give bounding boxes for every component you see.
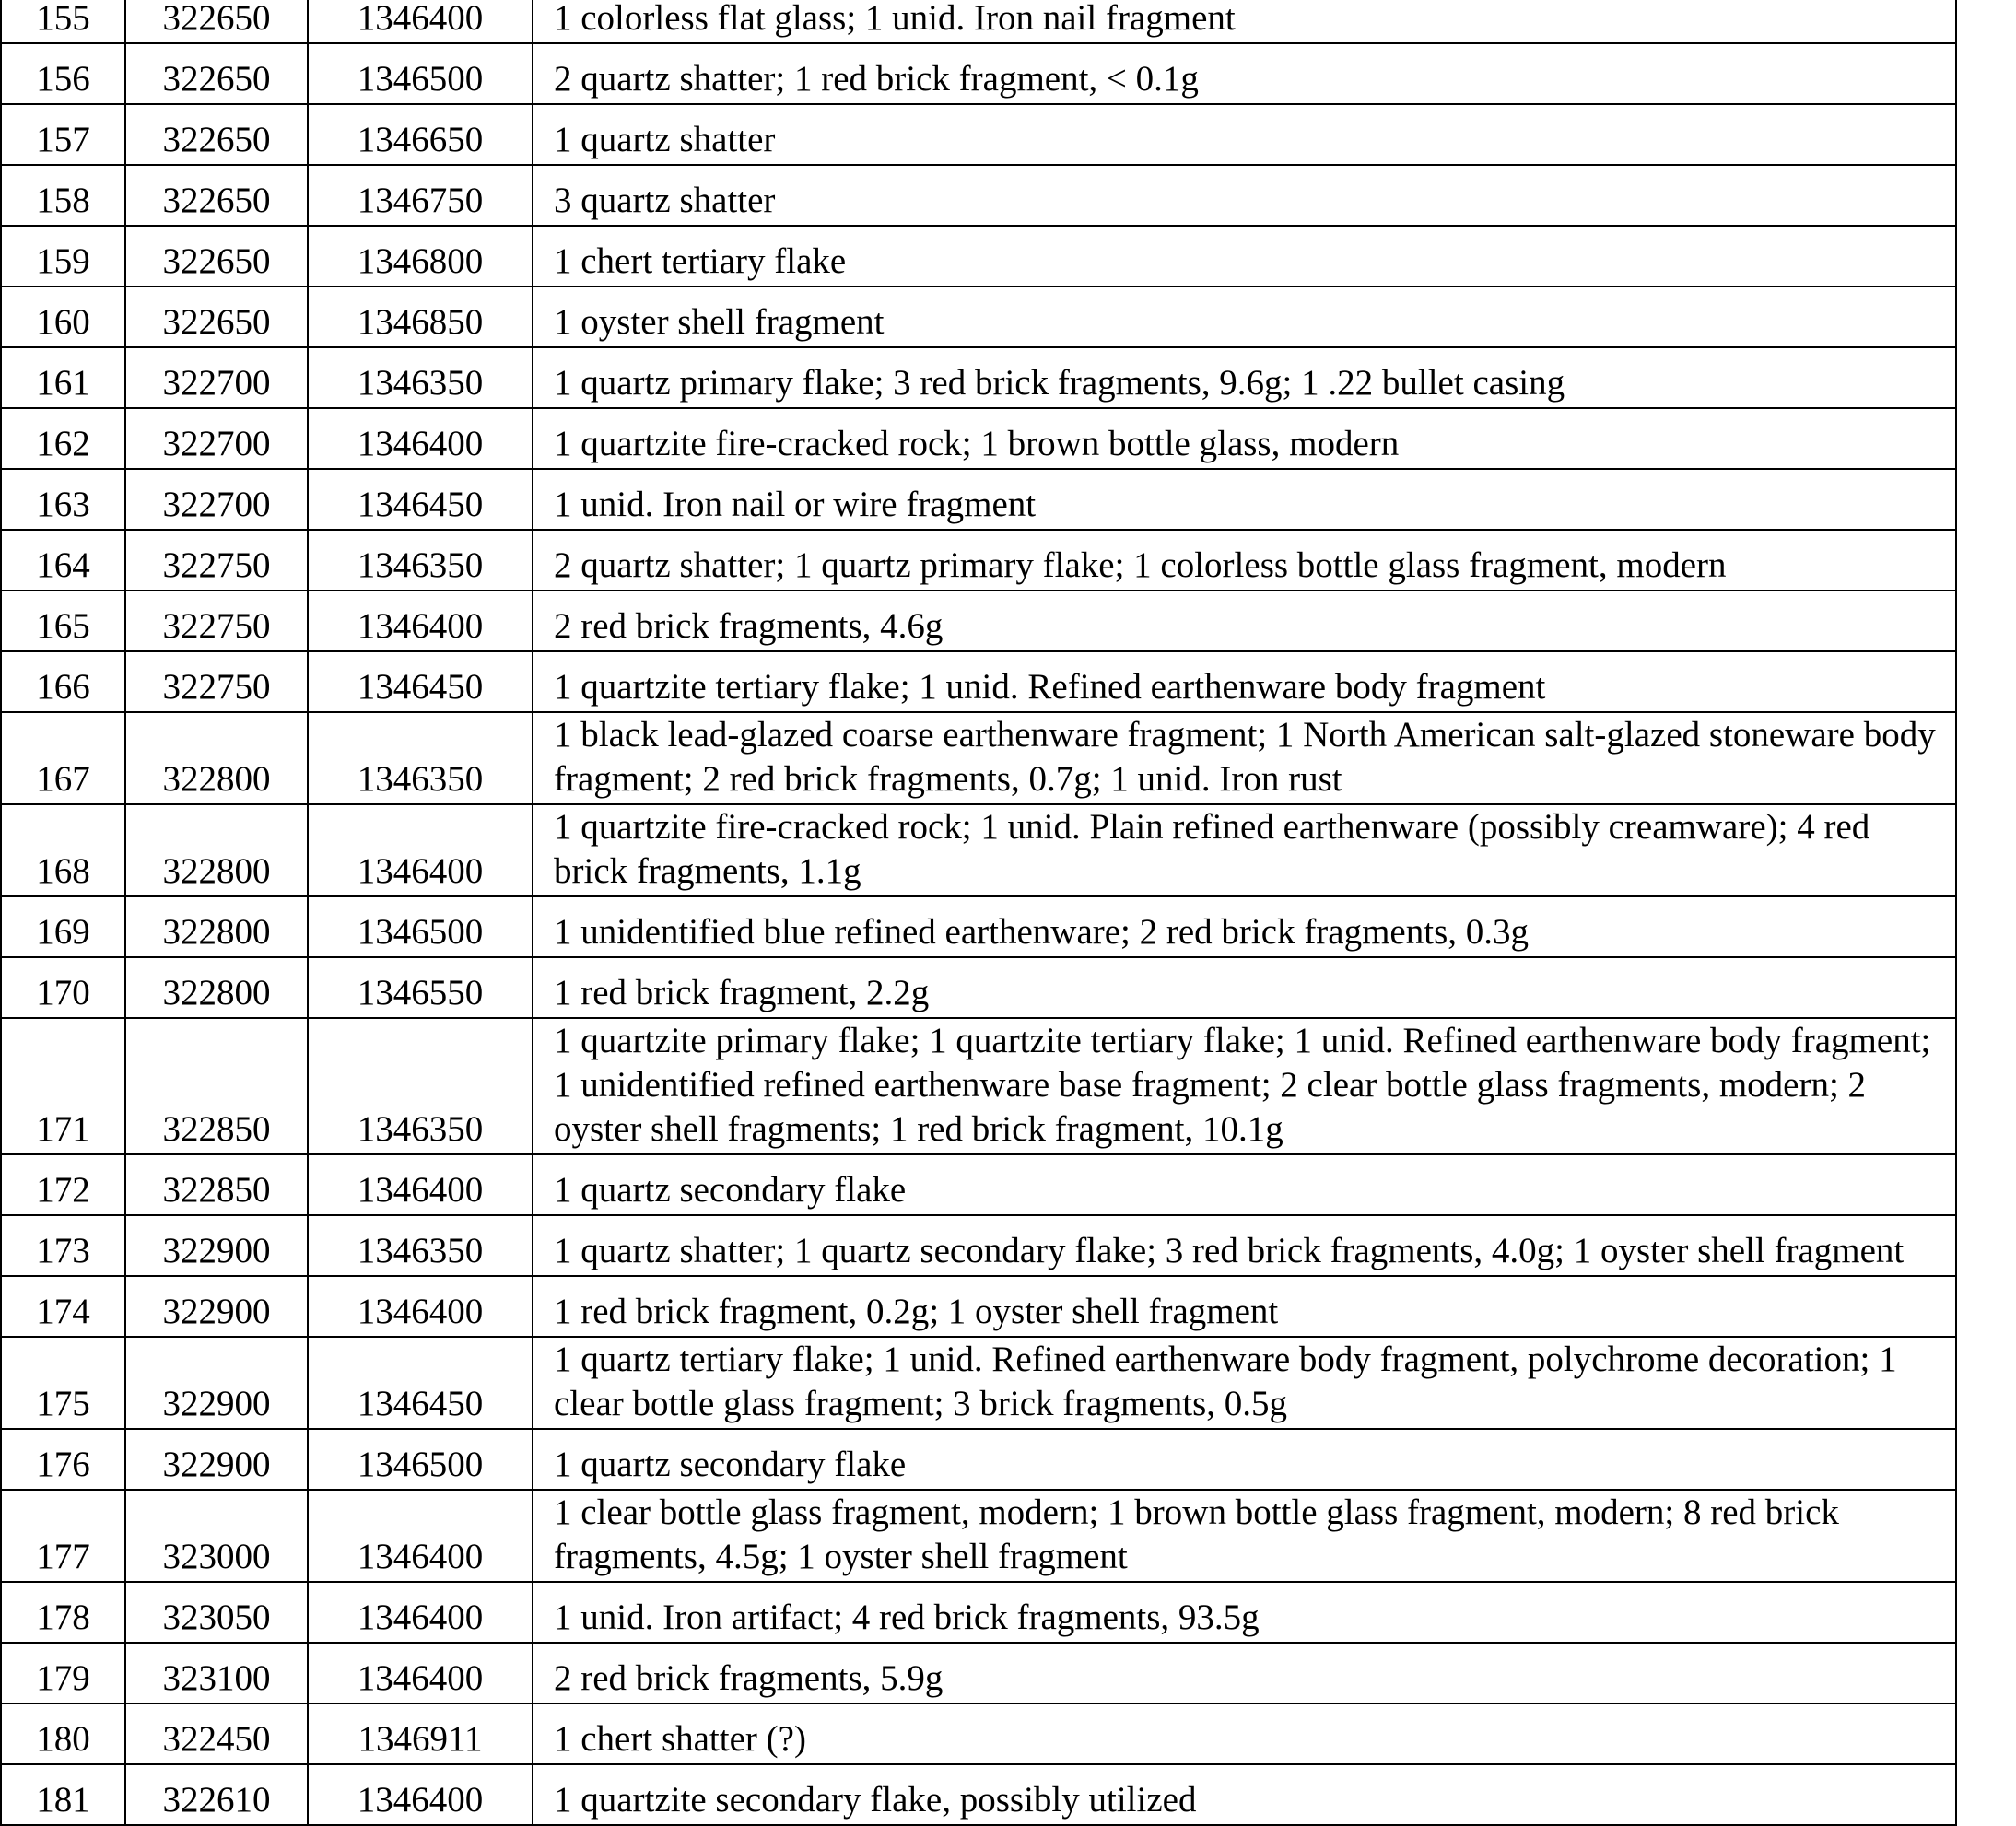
cell-id: 163	[1, 469, 125, 530]
table-row	[1, 896, 1956, 957]
cell-description: 2 red brick fragments, 5.9g	[533, 1643, 1956, 1703]
cell-id: 178	[1, 1582, 125, 1643]
table-row	[1, 651, 1956, 712]
cell-id: 162	[1, 408, 125, 469]
cell-description: 2 quartz shatter; 1 quartz primary flake; 1 colorless bottle glass fragment, modern	[533, 530, 1956, 591]
cell-id: 181	[1, 1764, 125, 1825]
cell-easting: 322850	[125, 1154, 308, 1215]
artifact-table-body	[1, 0, 1956, 1825]
cell-northing: 1346400	[308, 1154, 533, 1215]
cell-id: 164	[1, 530, 125, 591]
cell-description: 1 quartz shatter; 1 quartz secondary flake; 3 red brick fragments, 4.0g; 1 oyster shell fragment	[533, 1215, 1956, 1276]
cell-id: 174	[1, 1276, 125, 1337]
cell-description: 1 oyster shell fragment	[533, 287, 1956, 347]
cell-id: 160	[1, 287, 125, 347]
cell-northing: 1346450	[308, 469, 533, 530]
cell-easting: 322750	[125, 591, 308, 651]
cell-northing: 1346350	[308, 530, 533, 591]
cell-easting: 323100	[125, 1643, 308, 1703]
cell-id: 156	[1, 43, 125, 104]
cell-id: 158	[1, 165, 125, 226]
cell-northing: 1346450	[308, 1337, 533, 1429]
cell-easting: 322700	[125, 347, 308, 408]
cell-description: 1 unidentified blue refined earthenware; 2 red brick fragments, 0.3g	[533, 896, 1956, 957]
table-row	[1, 1018, 1956, 1154]
table-row	[1, 530, 1956, 591]
cell-description: 1 quartz tertiary flake; 1 unid. Refined earthenware body fragment, polychrome decoration; 1 clear bottle glass fragment; 3 brick fragments, 0.5g	[533, 1337, 1956, 1429]
cell-easting: 322650	[125, 226, 308, 287]
table-row	[1, 712, 1956, 804]
cell-id: 176	[1, 1429, 125, 1490]
table-row	[1, 408, 1956, 469]
cell-northing: 1346400	[308, 804, 533, 896]
cell-easting: 322650	[125, 104, 308, 165]
cell-easting: 322800	[125, 957, 308, 1018]
cell-easting: 322900	[125, 1215, 308, 1276]
cell-description: 1 quartzite secondary flake, possibly utilized	[533, 1764, 1956, 1825]
table-row	[1, 957, 1956, 1018]
cell-id: 169	[1, 896, 125, 957]
cell-id: 170	[1, 957, 125, 1018]
cell-description: 1 black lead-glazed coarse earthenware fragment; 1 North American salt-glazed stoneware body fragment; 2 red brick fragments, 0.7g; 1 unid. Iron rust	[533, 712, 1956, 804]
cell-northing: 1346400	[308, 591, 533, 651]
cell-northing: 1346800	[308, 226, 533, 287]
cell-easting: 323000	[125, 1490, 308, 1582]
table-row	[1, 287, 1956, 347]
cell-description: 1 quartzite fire-cracked rock; 1 brown bottle glass, modern	[533, 408, 1956, 469]
table-row	[1, 1764, 1956, 1825]
cell-description: 2 red brick fragments, 4.6g	[533, 591, 1956, 651]
cell-description: 1 unid. Iron nail or wire fragment	[533, 469, 1956, 530]
cell-northing: 1346911	[308, 1703, 533, 1764]
cell-easting: 322650	[125, 287, 308, 347]
cell-id: 157	[1, 104, 125, 165]
cell-description: 1 quartzite primary flake; 1 quartzite tertiary flake; 1 unid. Refined earthenware body fragment; 1 unidentified refined earthenware base fragment; 2 clear bottle glass fragments, modern; 2 oyster shell fragments; 1 red brick fragment, 10.1g	[533, 1018, 1956, 1154]
cell-easting: 322800	[125, 712, 308, 804]
cell-northing: 1346400	[308, 0, 533, 43]
cell-description: 1 quartzite tertiary flake; 1 unid. Refined earthenware body fragment	[533, 651, 1956, 712]
cell-northing: 1346550	[308, 957, 533, 1018]
cell-description: 1 clear bottle glass fragment, modern; 1 brown bottle glass fragment, modern; 8 red brick fragments, 4.5g; 1 oyster shell fragment	[533, 1490, 1956, 1582]
cell-description: 1 quartz shatter	[533, 104, 1956, 165]
cell-easting: 322900	[125, 1276, 308, 1337]
table-row	[1, 1582, 1956, 1643]
cell-northing: 1346400	[308, 1582, 533, 1643]
cell-northing: 1346400	[308, 1276, 533, 1337]
cell-easting: 322610	[125, 1764, 308, 1825]
cell-id: 171	[1, 1018, 125, 1154]
cell-description: 2 quartz shatter; 1 red brick fragment, < 0.1g	[533, 43, 1956, 104]
cell-northing: 1346350	[308, 1215, 533, 1276]
cell-description: 1 red brick fragment, 2.2g	[533, 957, 1956, 1018]
cell-description: 1 unid. Iron artifact; 4 red brick fragments, 93.5g	[533, 1582, 1956, 1643]
cell-northing: 1346400	[308, 1764, 533, 1825]
cell-easting: 322750	[125, 530, 308, 591]
cell-easting: 322900	[125, 1337, 308, 1429]
cell-id: 167	[1, 712, 125, 804]
cell-easting: 322800	[125, 804, 308, 896]
cell-id: 165	[1, 591, 125, 651]
cell-description: 1 chert shatter (?)	[533, 1703, 1956, 1764]
table-row	[1, 165, 1956, 226]
table-row	[1, 226, 1956, 287]
cell-northing: 1346650	[308, 104, 533, 165]
cell-id: 173	[1, 1215, 125, 1276]
cell-northing: 1346500	[308, 896, 533, 957]
table-row	[1, 591, 1956, 651]
cell-id: 161	[1, 347, 125, 408]
table-row	[1, 43, 1956, 104]
cell-northing: 1346400	[308, 408, 533, 469]
cell-id: 168	[1, 804, 125, 896]
cell-id: 172	[1, 1154, 125, 1215]
cell-northing: 1346350	[308, 347, 533, 408]
cell-easting: 323050	[125, 1582, 308, 1643]
table-row	[1, 1215, 1956, 1276]
cell-description: 1 quartz secondary flake	[533, 1429, 1956, 1490]
cell-northing: 1346400	[308, 1490, 533, 1582]
cell-easting: 322750	[125, 651, 308, 712]
table-row	[1, 347, 1956, 408]
table-row	[1, 104, 1956, 165]
table-row	[1, 469, 1956, 530]
cell-northing: 1346350	[308, 712, 533, 804]
cell-easting: 322450	[125, 1703, 308, 1764]
table-row	[1, 1154, 1956, 1215]
cell-description: 1 colorless flat glass; 1 unid. Iron nail fragment	[533, 0, 1956, 43]
cell-id: 179	[1, 1643, 125, 1703]
cell-northing: 1346500	[308, 43, 533, 104]
cell-description: 1 quartzite fire-cracked rock; 1 unid. Plain refined earthenware (possibly creamware); 4 red brick fragments, 1.1g	[533, 804, 1956, 896]
cell-easting: 322700	[125, 408, 308, 469]
cell-easting: 322850	[125, 1018, 308, 1154]
cell-description: 1 chert tertiary flake	[533, 226, 1956, 287]
table-row	[1, 0, 1956, 43]
cell-id: 180	[1, 1703, 125, 1764]
table-row	[1, 804, 1956, 896]
cell-northing: 1346450	[308, 651, 533, 712]
cell-description: 1 quartz primary flake; 3 red brick fragments, 9.6g; 1 .22 bullet casing	[533, 347, 1956, 408]
cell-northing: 1346850	[308, 287, 533, 347]
cell-id: 166	[1, 651, 125, 712]
cell-id: 175	[1, 1337, 125, 1429]
cell-northing: 1346400	[308, 1643, 533, 1703]
cell-easting: 322650	[125, 165, 308, 226]
cell-easting: 322700	[125, 469, 308, 530]
table-row	[1, 1490, 1956, 1582]
cell-northing: 1346500	[308, 1429, 533, 1490]
table-row	[1, 1276, 1956, 1337]
cell-description: 3 quartz shatter	[533, 165, 1956, 226]
cell-easting: 322900	[125, 1429, 308, 1490]
cell-description: 1 red brick fragment, 0.2g; 1 oyster shell fragment	[533, 1276, 1956, 1337]
cell-northing: 1346350	[308, 1018, 533, 1154]
cell-id: 155	[1, 0, 125, 43]
cell-id: 159	[1, 226, 125, 287]
cell-easting: 322650	[125, 0, 308, 43]
cell-easting: 322800	[125, 896, 308, 957]
table-row	[1, 1429, 1956, 1490]
table-row	[1, 1337, 1956, 1429]
cell-northing: 1346750	[308, 165, 533, 226]
table-row	[1, 1643, 1956, 1703]
table-row	[1, 1703, 1956, 1764]
cell-id: 177	[1, 1490, 125, 1582]
cell-easting: 322650	[125, 43, 308, 104]
cell-description: 1 quartz secondary flake	[533, 1154, 1956, 1215]
